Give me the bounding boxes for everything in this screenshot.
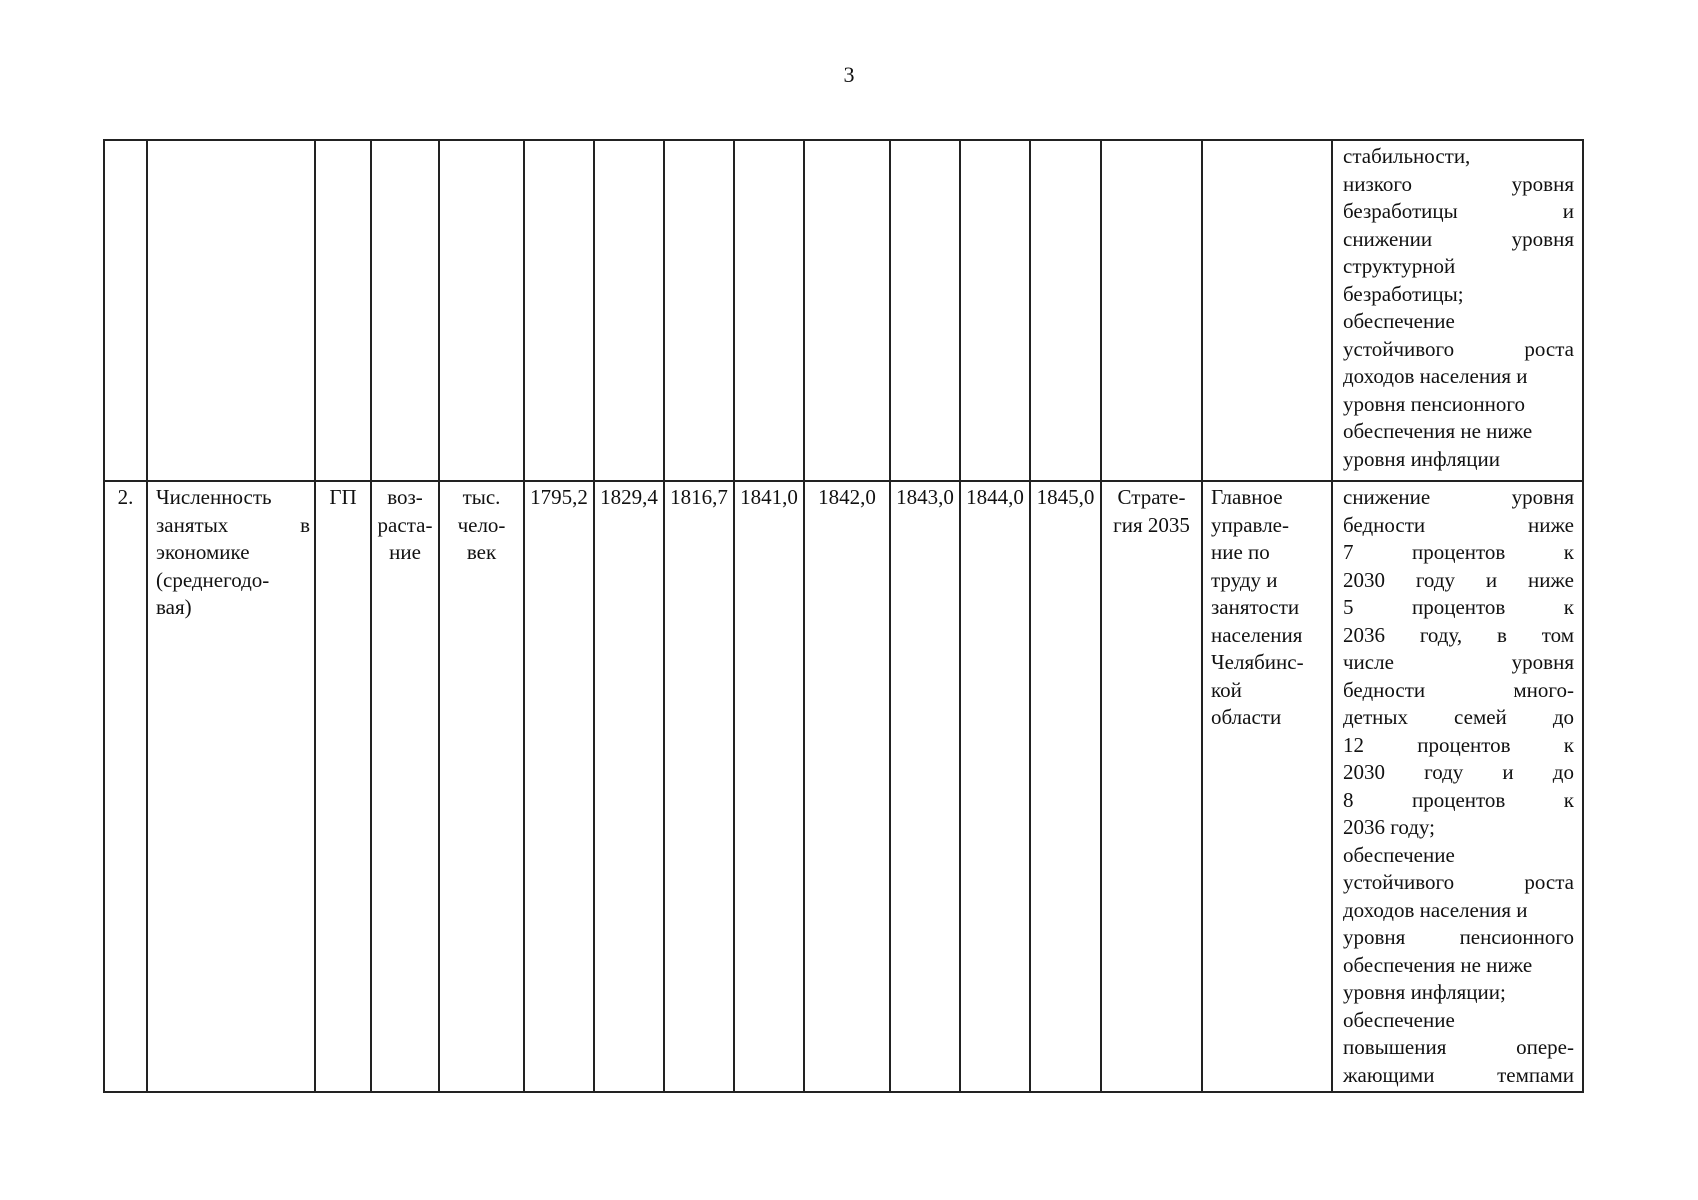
cell-value [804, 140, 890, 481]
text-line: труду и [1211, 567, 1278, 592]
text-word: до [1552, 760, 1574, 784]
text-line: кой [1211, 677, 1242, 702]
text-word: году, [1419, 622, 1463, 647]
text-word: числе [1343, 650, 1394, 674]
text-line [1343, 594, 1574, 622]
text-word: занятых [156, 512, 229, 537]
text-line: Страте- [1117, 485, 1186, 509]
text-word: пенсионного [1459, 925, 1574, 949]
text-line: (среднегодо- [156, 567, 270, 592]
cell-unit [439, 140, 524, 481]
page-number: 3 [843, 62, 855, 87]
text-line [1343, 759, 1574, 787]
text-line: обеспечение [1343, 309, 1455, 333]
text-word: и [1562, 199, 1574, 223]
text-line: стабильности, [1343, 144, 1471, 168]
cell-value: 1829,4 [594, 481, 664, 1092]
cell-value [664, 140, 734, 481]
text-line: доходов населения и [1343, 364, 1528, 388]
text-line [1343, 732, 1574, 760]
text-line: тыс. [462, 485, 501, 509]
text-word: к [1563, 595, 1574, 619]
text-word: уровня [1343, 925, 1406, 949]
cell-value: 1843,0 [890, 481, 960, 1092]
cell-number: 2. [104, 481, 147, 1092]
text-line: Главное [1211, 485, 1283, 509]
text-word: много- [1513, 677, 1574, 702]
text-word: 2030 [1343, 760, 1385, 784]
text-word: в [1496, 622, 1507, 647]
text-word: устойчивого [1343, 870, 1455, 894]
text-word: роста [1524, 336, 1574, 361]
cell-goal [1332, 140, 1583, 481]
text-line: Численность [156, 485, 272, 509]
text-line: 2036 году; [1343, 815, 1435, 839]
text-line: ние [389, 540, 421, 564]
text-word: устойчивого [1343, 336, 1455, 361]
text-line: Челябинс- [1211, 650, 1304, 674]
text-line: век [466, 540, 497, 564]
cell-value [960, 140, 1030, 481]
text-line: ние по [1211, 540, 1270, 564]
cell-value [594, 140, 664, 481]
text-line [1343, 1062, 1574, 1090]
text-line: управле- [1211, 512, 1289, 537]
text-word: бедности [1343, 677, 1426, 702]
text-word: уровня [1511, 485, 1574, 509]
cell-goal [1332, 481, 1583, 1092]
text-line: вая) [156, 595, 192, 619]
goal-text [1343, 484, 1574, 1089]
cell-indicator [147, 140, 315, 481]
text-word: и [1502, 760, 1514, 784]
text-word: процентов [1411, 787, 1506, 812]
cell-value: 1841,0 [734, 481, 804, 1092]
text-line [1343, 484, 1574, 512]
text-word: 5 [1343, 595, 1354, 619]
text-line: обеспечение [1343, 842, 1455, 867]
cell-value [524, 140, 594, 481]
text-word: к [1563, 787, 1574, 812]
text-line [1343, 171, 1574, 199]
text-word: ниже [1527, 512, 1574, 537]
text-word: роста [1524, 870, 1574, 894]
text-word: 2030 [1343, 567, 1385, 592]
text-line: структурной [1343, 254, 1456, 278]
cell-type: ГП [315, 481, 371, 1092]
source-text [1106, 484, 1197, 539]
text-line [1343, 512, 1574, 540]
text-line: области [1211, 705, 1282, 729]
text-line: гия 2035 [1113, 512, 1190, 537]
text-word: повышения [1343, 1035, 1447, 1059]
cell-value: 1816,7 [664, 481, 734, 1092]
cell-source [1101, 140, 1202, 481]
text-line: чело- [457, 512, 506, 537]
cell-direction [371, 140, 439, 481]
unit-text [444, 484, 519, 567]
text-line: уровня инфляции; [1343, 980, 1506, 1004]
text-line [1343, 622, 1574, 650]
cell-unit [439, 481, 524, 1092]
text-word: к [1563, 732, 1574, 757]
direction-text [376, 484, 434, 567]
text-word: семей [1454, 705, 1507, 729]
text-word: уровня [1511, 650, 1574, 674]
text-word: низкого [1343, 171, 1412, 196]
text-line [1343, 567, 1574, 595]
text-line [1343, 336, 1574, 364]
text-line: воз- [387, 485, 423, 509]
text-line: раста- [377, 512, 433, 537]
text-line [1343, 539, 1574, 567]
text-line [1343, 649, 1574, 677]
text-word: году [1424, 760, 1464, 784]
text-word: ниже [1527, 567, 1574, 592]
text-word: безработицы [1343, 199, 1458, 223]
text-word: уровня [1511, 226, 1574, 251]
text-word: жающими [1343, 1062, 1435, 1087]
cell-value: 1842,0 [804, 481, 890, 1092]
text-word: к [1563, 540, 1574, 564]
text-line: занятости [1211, 595, 1300, 619]
text-line [1343, 787, 1574, 815]
text-line: доходов населения и [1343, 897, 1528, 922]
text-word: и [1485, 567, 1498, 592]
cell-source [1101, 481, 1202, 1092]
text-word: темпами [1497, 1062, 1574, 1087]
goal-text [1343, 143, 1574, 473]
text-word: 8 [1343, 787, 1354, 812]
text-word: опере- [1516, 1035, 1574, 1059]
table-row-continuation [104, 140, 1583, 481]
cell-responsible [1202, 481, 1332, 1092]
cell-value [1030, 140, 1101, 481]
responsible-text [1211, 484, 1327, 732]
text-line [156, 512, 310, 540]
text-line [1343, 198, 1574, 226]
text-line [1343, 869, 1574, 897]
cell-type [315, 140, 371, 481]
text-word: уровня [1511, 171, 1574, 196]
text-line [1343, 677, 1574, 705]
text-word: том [1541, 622, 1574, 647]
text-line [1343, 1034, 1574, 1062]
text-word: снижении [1343, 226, 1433, 251]
cell-value [734, 140, 804, 481]
text-word: 2036 [1343, 622, 1385, 647]
cell-indicator [147, 481, 315, 1092]
text-line: экономике [156, 540, 250, 564]
cell-value [890, 140, 960, 481]
text-word: 7 [1343, 540, 1354, 564]
text-line: обеспечения не ниже [1343, 419, 1533, 443]
text-line: обеспечения не ниже [1343, 952, 1533, 977]
indicators-table [103, 139, 1584, 1093]
text-word: 12 [1343, 732, 1364, 757]
indicator-text [156, 484, 310, 622]
cell-number [104, 140, 147, 481]
text-line [1343, 924, 1574, 952]
text-line [1343, 226, 1574, 254]
text-word: детных [1343, 705, 1409, 729]
cell-value: 1844,0 [960, 481, 1030, 1092]
text-word: до [1552, 705, 1574, 729]
cell-value: 1795,2 [524, 481, 594, 1092]
text-line: уровня инфляции [1343, 446, 1500, 471]
text-line [1343, 704, 1574, 732]
text-line: уровня пенсионного [1343, 391, 1525, 416]
text-word: году [1415, 567, 1456, 592]
text-line: населения [1211, 622, 1303, 647]
cell-direction [371, 481, 439, 1092]
text-word: процентов [1411, 595, 1506, 619]
cell-value: 1845,0 [1030, 481, 1101, 1092]
text-word: бедности [1343, 512, 1426, 537]
cell-responsible [1202, 140, 1332, 481]
text-word: процентов [1417, 732, 1511, 757]
text-line: безработицы; [1343, 281, 1464, 306]
text-line: обеспечение [1343, 1007, 1455, 1032]
table-row-employment [104, 481, 1583, 1092]
text-word: снижение [1343, 485, 1431, 509]
text-word: процентов [1411, 540, 1506, 564]
text-word: в [300, 512, 310, 537]
